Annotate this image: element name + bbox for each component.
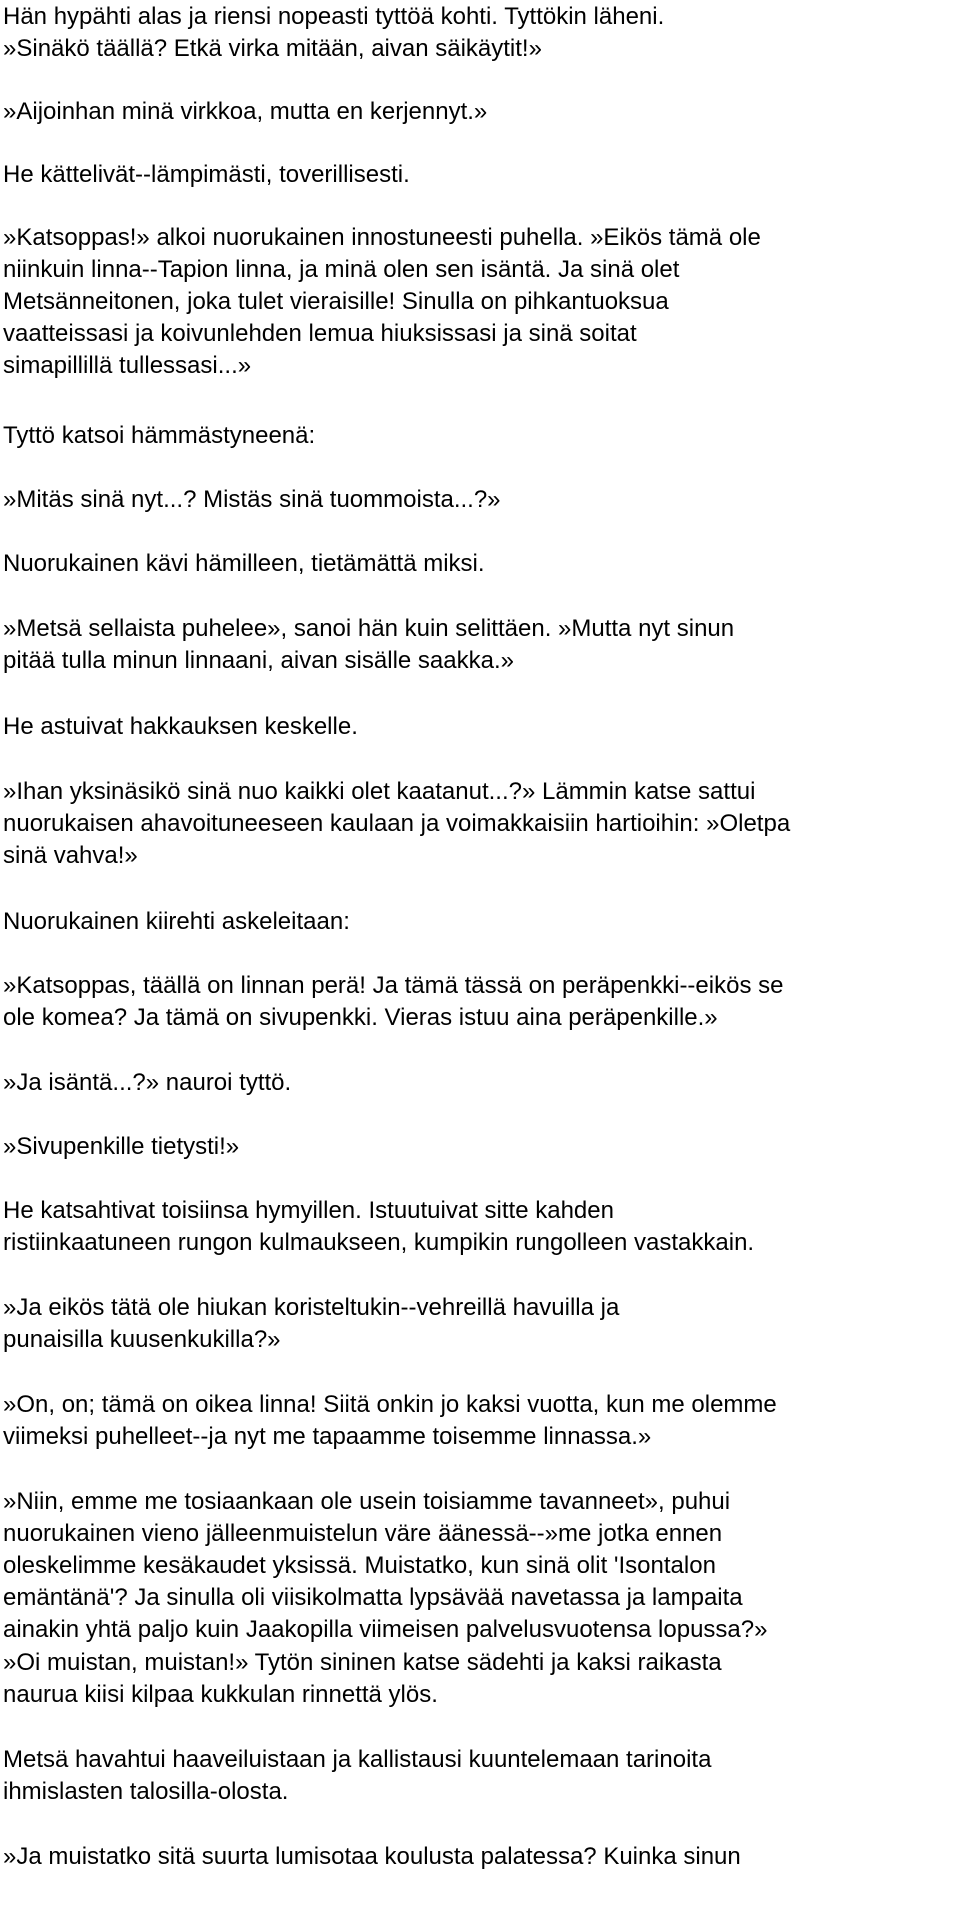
text-line: ainakin yhtä paljo kuin Jaakopilla viimeisen palvelusvuotensa lopussa?» <box>3 1616 768 1643</box>
text-line: He kättelivät--lämpimästi, toverillisesti. <box>3 161 410 188</box>
text-line: Tyttö katsoi hämmästyneenä: <box>3 422 316 449</box>
text-line: »Katsoppas, täällä on linnan perä! Ja tämä tässä on peräpenkki--eikös se <box>3 972 784 999</box>
paragraph <box>3 1647 958 1711</box>
paragraph <box>3 1744 958 1808</box>
text-line: Hän hypähti alas ja riensi nopeasti tyttöä kohti. Tyttökin läheni. <box>3 3 665 30</box>
text-line: vaatteissasi ja koivunlehden lemua hiuksissasi ja sinä soitat <box>3 320 637 347</box>
text-line: »Ja muistatko sitä suurta lumisotaa koulusta palatessa? Kuinka sinun <box>3 1843 741 1870</box>
text-line: viimeksi puhelleet--ja nyt me tapaamme toisemme linnassa.» <box>3 1423 652 1450</box>
text-line: »Sinäkö täällä? Etkä virka mitään, aivan säikäytit!» <box>3 35 542 62</box>
text-line: niinkuin linna--Tapion linna, ja minä olen sen isäntä. Ja sinä olet <box>3 256 680 283</box>
paragraph <box>3 420 958 452</box>
paragraph <box>3 1195 958 1259</box>
paragraph <box>3 1841 958 1873</box>
text-line: He astuivat hakkauksen keskelle. <box>3 713 358 740</box>
text-line: »Niin, emme me tosiaankaan ole usein toisiamme tavanneet», puhui <box>3 1488 731 1515</box>
text-line: ihmislasten talosilla-olosta. <box>3 1778 289 1805</box>
text-line: pitää tulla minun linnaani, aivan sisälle saakka.» <box>3 647 514 674</box>
paragraph <box>3 96 958 128</box>
text-line: »Ihan yksinäsikö sinä nuo kaikki olet kaatanut...?» Lämmin katse sattui <box>3 778 756 805</box>
paragraph <box>3 776 958 872</box>
paragraph <box>3 222 958 382</box>
text-line: Metsänneitonen, joka tulet vieraisille! Sinulla on pihkantuoksua <box>3 288 669 315</box>
text-line: »Katsoppas!» alkoi nuorukainen innostuneesti puhella. »Eikös tämä ole <box>3 224 761 251</box>
text-line: »Ja isäntä...?» nauroi tyttö. <box>3 1069 292 1096</box>
paragraph <box>3 906 958 938</box>
paragraph <box>3 711 958 743</box>
paragraph <box>3 1 958 65</box>
paragraph <box>3 484 958 516</box>
text-line: oleskelimme kesäkaudet yksissä. Muistatko, kun sinä olit 'Isontalon <box>3 1552 716 1579</box>
paragraph <box>3 1292 958 1356</box>
text-line: naurua kiisi kilpaa kukkulan rinnettä ylös. <box>3 1681 438 1708</box>
text-line: sinä vahva!» <box>3 842 138 869</box>
paragraph <box>3 159 958 191</box>
text-line: Nuorukainen kävi hämilleen, tietämättä miksi. <box>3 550 485 577</box>
paragraph <box>3 1389 958 1453</box>
text-line: nuorukaisen ahavoituneeseen kaulaan ja voimakkaisiin hartioihin: »Oletpa <box>3 810 791 837</box>
text-line: punaisilla kuusenkukilla?» <box>3 1326 281 1353</box>
text-line: He katsahtivat toisiinsa hymyillen. Istuutuivat sitte kahden <box>3 1197 614 1224</box>
paragraph <box>3 1486 958 1646</box>
text-line: »Ja eikös tätä ole hiukan koristeltukin--vehreillä havuilla ja <box>3 1294 620 1321</box>
text-line: Metsä havahtui haaveiluistaan ja kallistausi kuuntelemaan tarinoita <box>3 1746 712 1773</box>
paragraph <box>3 613 958 677</box>
text-line: simapillillä tullessasi...» <box>3 352 252 379</box>
paragraph <box>3 548 958 580</box>
paragraph <box>3 1067 958 1099</box>
text-line: nuorukainen vieno jälleenmuistelun väre äänessä--»me jotka ennen <box>3 1520 723 1547</box>
paragraph <box>3 970 958 1034</box>
text-line: »Sivupenkille tietysti!» <box>3 1133 240 1160</box>
text-line: ole komea? Ja tämä on sivupenkki. Vieras istuu aina peräpenkille.» <box>3 1004 718 1031</box>
text-line: »Aijoinhan minä virkkoa, mutta en kerjennyt.» <box>3 98 488 125</box>
paragraph <box>3 1131 958 1163</box>
text-line: »Metsä sellaista puhelee», sanoi hän kuin selittäen. »Mutta nyt sinun <box>3 615 735 642</box>
text-line: emäntänä'? Ja sinulla oli viisikolmatta lypsävää navetassa ja lampaita <box>3 1584 743 1611</box>
text-line: »Oi muistan, muistan!» Tytön sininen katse sädehti ja kaksi raikasta <box>3 1649 722 1676</box>
text-line: Nuorukainen kiirehti askeleitaan: <box>3 908 350 935</box>
text-line: »On, on; tämä on oikea linna! Siitä onkin jo kaksi vuotta, kun me olemme <box>3 1391 777 1418</box>
text-line: »Mitäs sinä nyt...? Mistäs sinä tuommoista...?» <box>3 486 501 513</box>
text-line: ristiinkaatuneen rungon kulmaukseen, kumpikin rungolleen vastakkain. <box>3 1229 755 1256</box>
